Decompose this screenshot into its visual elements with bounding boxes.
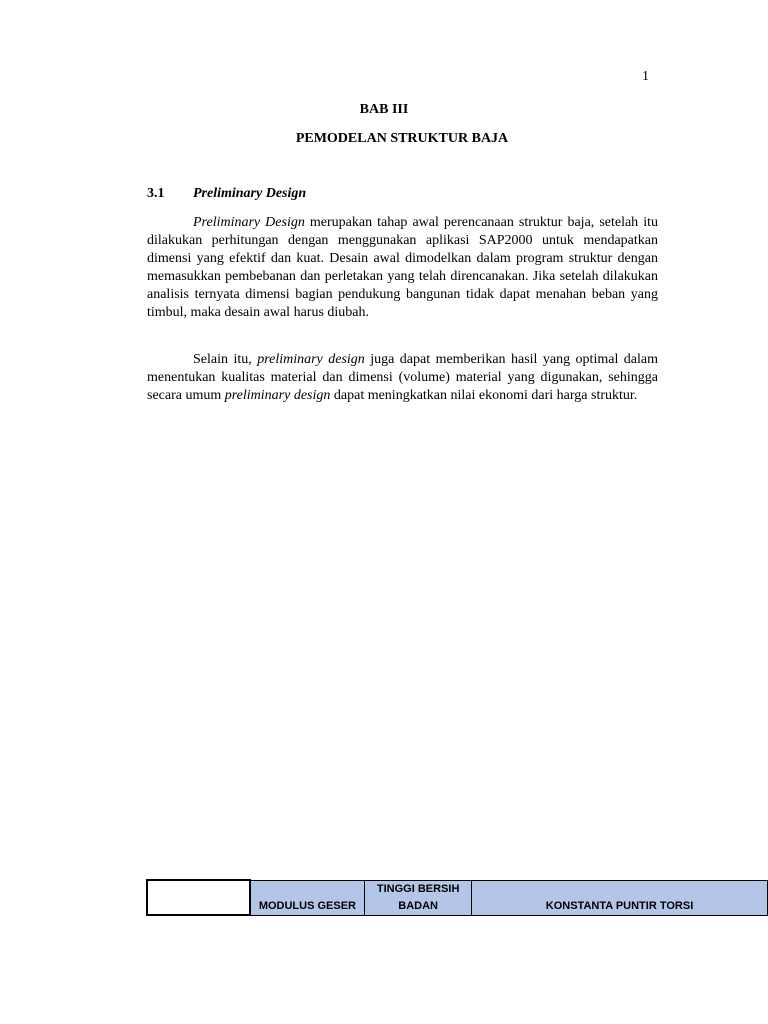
spec-table <box>146 879 768 916</box>
paragraph-1 <box>147 214 658 322</box>
chapter-label: BAB III <box>359 102 409 117</box>
paragraph-2 <box>147 351 658 405</box>
paragraph-1-lead-term: Preliminary Design <box>193 215 305 230</box>
paragraph-1-text: merupakan tahap awal perencanaan struktur baja, setelah itu dilakukan perhitungan dengan menggunakan aplikasi SAP2000 untuk mendapatkan dimensi yang efektif dan kuat. Desain awal dimodelkan dalam program struktur dengan memasukkan pembebanan dan perletakan yang telah direncanakan. Jika setelah dilakukan analisis ternyata dimensi bagian pendukung bangunan tidak dapat menahan beban yang timbul, maka desain awal harus diubah. <box>147 215 658 320</box>
section-number: 3.1 <box>147 186 165 201</box>
section-heading <box>147 186 306 202</box>
table-blank-cell <box>147 880 250 915</box>
page-number: 1 <box>642 69 649 84</box>
paragraph-2-part-1: Selain itu, <box>193 352 258 367</box>
chapter-title: PEMODELAN STRUKTUR BAJA <box>295 131 509 146</box>
paragraph-2-part-2: juga dapat memberikan hasil yang optimal dalam menentukan kualitas material dan dimensi (volume) material yang digunakan, sehingga secara umum <box>147 352 658 403</box>
header-konstanta-puntir-torsi: KONSTANTA PUNTIR TORSI <box>472 880 768 915</box>
paragraph-2-term-2: preliminary design <box>224 388 331 403</box>
paragraph-2-part-3: dapat meningkatkan nilai ekonomi dari harga struktur. <box>330 388 638 403</box>
header-modulus-geser: MODULUS GESER <box>250 880 365 915</box>
paragraph-2-term-1: preliminary design <box>257 352 365 367</box>
section-title: Preliminary Design <box>193 186 307 201</box>
header-tinggi-bersih-badan: TINGGI BERSIH BADAN <box>365 880 472 915</box>
table-header-row <box>147 880 768 915</box>
